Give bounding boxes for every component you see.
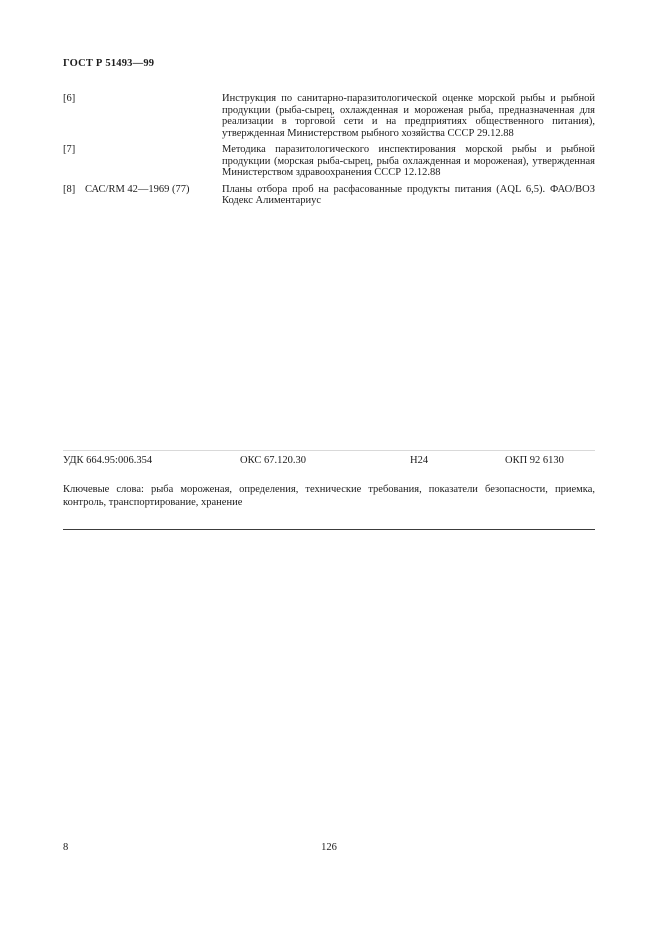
reference-item-6 [63,93,595,139]
reference-label-column [63,144,222,179]
reference-item-8 [63,184,595,207]
oks-code: ОКС 67.120.30 [240,454,306,466]
divider-bottom [63,529,595,530]
page-number-left: 8 [63,841,69,853]
reference-code [85,144,222,179]
reference-label-column [63,184,222,207]
reference-label: [6] [63,93,76,104]
reference-item-7 [63,144,595,179]
n-index-code: Н24 [410,454,429,466]
reference-text: Инструкция по санитарно-паразитологической оценке морской рыбы и рыбной продукции (рыба-сырец, охлажденная и мороженая рыба, предназначенная для реализации в торговой сети и на предприятиях общественного питания), утвержденная Министерством рыбного хозяйства СССР 29.12.88 [222,93,595,139]
udk-code: УДК 664.95:006.354 [63,454,153,466]
classification-codes-row [63,455,595,469]
reference-code: САС/RM 42—1969 (77) [85,183,190,195]
page-footer [63,842,595,856]
references-list [63,93,595,207]
reference-text: Методика паразитологического инспектирования морской рыбы и рыбной продукции (морская рыба-сырец, рыба охлажденная и мороженая), утвержденная Министерством здравоохранения СССР 12.12.88 [222,144,595,178]
okp-code: ОКП 92 6130 [505,454,564,466]
reference-label: [8] [63,183,76,195]
vertical-spacer [63,212,595,450]
divider-top [63,450,595,451]
reference-text: Планы отбора проб на расфасованные продукты питания (AQL 6,5). ФАО/ВОЗ Кодекс Алиментариус [222,183,595,206]
reference-label: [7] [63,144,76,155]
document-number: ГОСТ Р 51493—99 [63,58,155,69]
reference-label-column [63,93,222,139]
keywords-paragraph: Ключевые слова: рыба мороженая, определения, технические требования, показатели безопасности, приемка, контроль, транспортирование, хранение [63,483,595,508]
reference-code [85,93,222,139]
page-number-center: 126 [321,841,337,853]
